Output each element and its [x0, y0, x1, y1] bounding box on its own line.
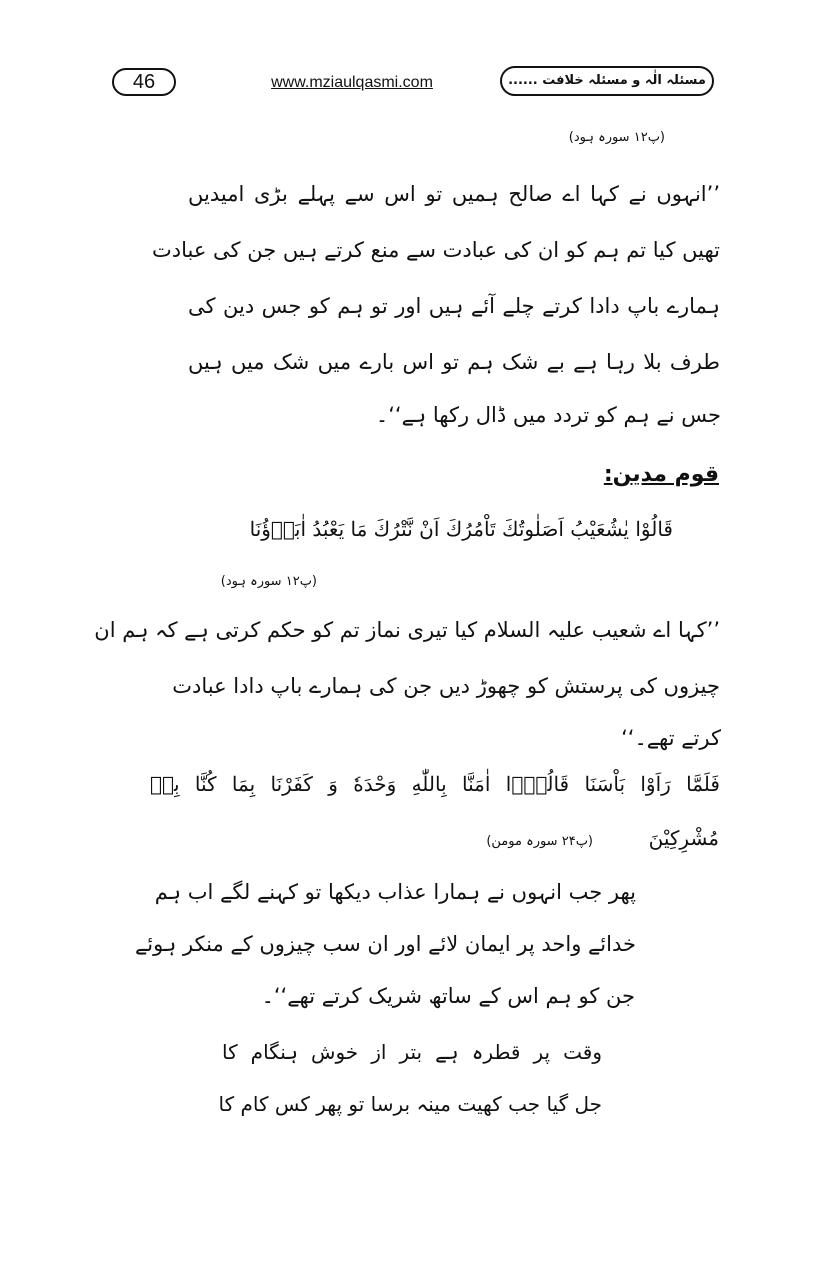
reference-hud-1: (پ۱۲ سورہ ہود) [568, 130, 665, 145]
book-title: مسئلہ الٰہ و مسئلہ خلافت ...... [500, 66, 714, 96]
paragraph-line: کرتے تھے۔‘‘ [621, 726, 721, 750]
reference-momin: (پ۲۴ سورہ مومن) [486, 834, 593, 849]
paragraph-line: جس نے ہم کو تردد میں ڈال رکھا ہے‘‘۔ [375, 403, 721, 427]
page-number: 46 [112, 68, 176, 96]
quran-verse: فَلَمَّا رَاَوْا بَاْسَنَا قَالُوْۤا اٰمَنَّا بِاللّٰهِ وَحْدَهٗ وَ كَفَرْنَا بِمَا كُنَّا بِهٖ [150, 772, 720, 796]
paragraph-line: جن کو ہم اس کے ساتھ شریک کرتے تھے‘‘۔ [261, 984, 635, 1008]
reference-hud-2: (پ۱۲ سورہ ہود) [220, 574, 317, 589]
paragraph-line: چیزوں کی پرستش کو چھوڑ دیں جن کی ہمارے باپ دادا عبادت [172, 674, 720, 698]
website-link[interactable]: www.mziaulqasmi.com [271, 74, 433, 91]
paragraph-line: ہمارے باپ دادا کرتے چلے آئے ہیں اور تو ہم کو جس دین کی [188, 294, 720, 318]
quran-verse: مُشْرِكِيْنَ [648, 826, 719, 850]
section-heading: قوم مدین: [603, 462, 719, 487]
paragraph-line: پھر جب انہوں نے ہمارا عذاب دیکھا تو کہنے لگے اب ہم [154, 880, 636, 904]
quran-verse: قَالُوْا يٰشُعَيْبُ اَصَلٰوتُكَ تَاْمُرُكَ اَنْ نَّتْرُكَ مَا يَعْبُدُ اٰبَاۤؤُنَا [249, 517, 673, 541]
paragraph-line: طرف بلا رہا ہے بے شک ہم تو اس بارے میں شک میں ہیں [188, 350, 720, 374]
paragraph-line: خدائے واحد پر ایمان لائے اور ان سب چیزوں کے منکر ہوئے [134, 932, 636, 956]
paragraph-line: ’’انہوں نے کہا اے صالح ہمیں تو اس سے پہلے بڑی امیدیں [188, 182, 720, 206]
poem-verse: جل گیا جب کھیت مینہ برسا تو پھر کس کام کا [218, 1092, 602, 1116]
poem-verse: وقت پر قطرہ ہے بتر از خوش ہنگام کا [222, 1040, 602, 1064]
paragraph-line: تھیں کیا تم ہم کو ان کی عبادت سے منع کرتے ہیں جن کی عبادت [151, 238, 720, 262]
paragraph-line: ’’کہا اے شعیب علیہ السلام کیا تیری نماز تم کو حکم کرتی ہے کہ ہم ان [94, 618, 720, 642]
